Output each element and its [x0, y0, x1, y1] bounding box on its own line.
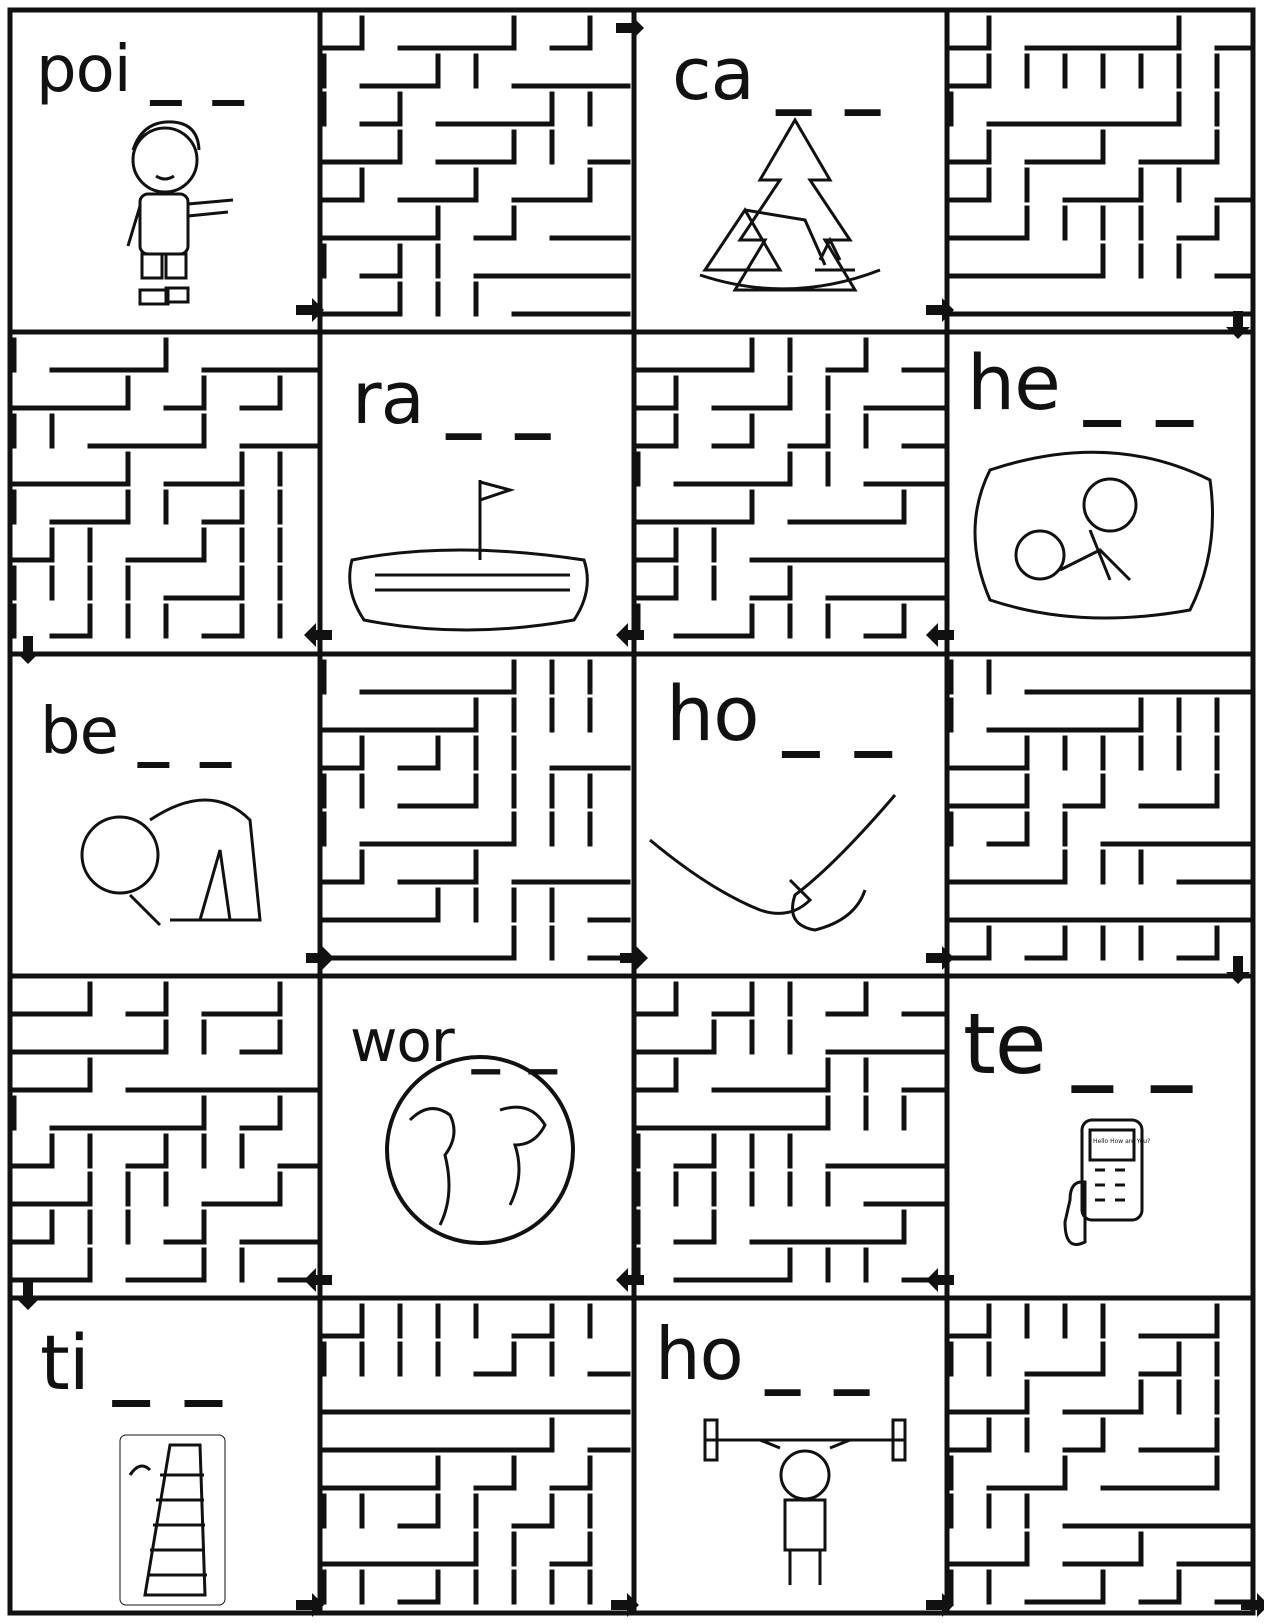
- phone-screen-text: Hello How are You?: [1093, 1138, 1151, 1145]
- word-prefix-ca: [672, 32, 885, 116]
- letter-blank: _ _: [445, 356, 555, 440]
- campsite-picture: [700, 120, 880, 290]
- word-prefix-ra: [352, 356, 555, 440]
- word-prefix-ho: [666, 669, 897, 758]
- word-prefix: ho: [666, 669, 759, 758]
- word-prefix: ca: [672, 32, 754, 116]
- letter-blank: _ _: [149, 33, 249, 107]
- girl-barbell-picture: [705, 1420, 905, 1585]
- word-prefix-poi: [36, 33, 249, 107]
- arrow-left-icon: [926, 623, 954, 647]
- word-prefix: ho: [655, 1312, 743, 1396]
- letter-blank: _ _: [112, 1318, 227, 1407]
- word-prefix-he: [967, 338, 1198, 427]
- letter-blank: _ _: [781, 669, 897, 758]
- boy-pointing-picture: [128, 122, 233, 304]
- raft-picture: [350, 480, 588, 630]
- arrow-right-icon: [616, 16, 644, 40]
- letter-blank: _ _: [137, 695, 236, 769]
- letter-blank: _ _: [775, 32, 885, 116]
- arrow-right-icon: [926, 298, 954, 322]
- arrow-right-icon: [926, 946, 954, 970]
- hands-holding-picture: [650, 795, 895, 930]
- cell-phone-picture: [1065, 1120, 1150, 1245]
- word-prefix-ho-2: [655, 1312, 874, 1396]
- world-globe-picture: [387, 1057, 573, 1243]
- arrow-down-icon: [16, 636, 40, 664]
- girl-bending-picture: [82, 800, 260, 925]
- word-prefix-be: [40, 695, 236, 769]
- word-prefix-te: [963, 995, 1197, 1093]
- letter-blank: _ _: [764, 1312, 874, 1396]
- word-prefix: te: [963, 995, 1046, 1093]
- word-prefix: he: [967, 338, 1060, 427]
- word-prefix: be: [40, 695, 118, 769]
- letter-blank: _ _: [471, 1007, 562, 1075]
- word-prefix: poi: [36, 33, 131, 107]
- leaning-tower-picture: [120, 1435, 225, 1605]
- kids-helping-picture: [975, 452, 1213, 618]
- arrow-down-icon: [1226, 956, 1250, 984]
- letter-blank: _ _: [1083, 338, 1198, 427]
- word-prefix-ti: [40, 1318, 227, 1407]
- arrow-left-icon: [926, 1268, 954, 1292]
- letter-blank: _ _: [1071, 995, 1197, 1093]
- word-prefix: ti: [40, 1318, 89, 1407]
- word-prefix: wor: [350, 1007, 454, 1075]
- word-prefix-wor: [350, 1007, 562, 1075]
- word-prefix: ra: [352, 356, 424, 440]
